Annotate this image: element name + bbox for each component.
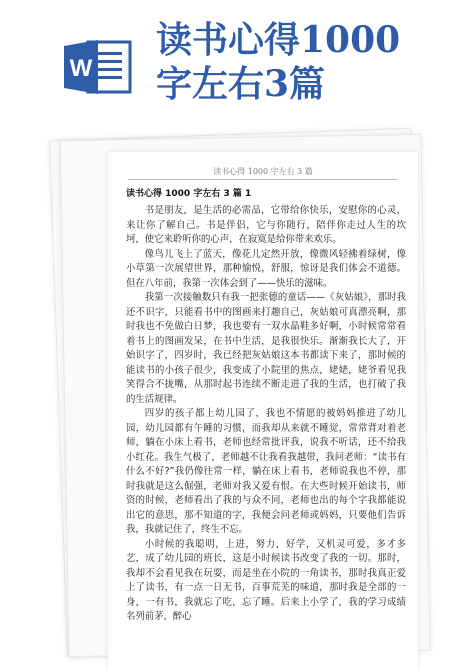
paragraph: 四岁的孩子都上幼儿园了，我也不情愿的被妈妈推进了幼儿园，幼儿园都有午睡的习惯，而我却从来就不睡觉，常常背对着老师，躺在小床上看书，老师也经常批评我，说我不听话，还不给我小红花。我生气极了，老师越不让我看我越带，我问老师：“读书有什么不好?”我仍像往常一样，躺在床上看书，老师说我也不停，那时我就是这么倔强，老师对我又爱有恨。在大些时候开始读书，师资的时候，老师看出了我的与众不同，老师也出的每个字我都能说出它的意思，那不知道的字，我便会问老师或妈妈，只要他们告诉我，我就记住了，终生不忘。 bbox=[126, 408, 406, 535]
word-document-icon bbox=[62, 38, 136, 96]
banner-title-line2: 字左右3篇 bbox=[156, 63, 326, 105]
document-page bbox=[108, 152, 418, 669]
paragraph: 我第一次接触数只有我一把张德的童话——《灰姑娘》，那时我还不识字，只能看书中的图画来打趣自己，灰姑娘可真漂亮啊，那时我也不免做白日梦，我也要有一双水晶鞋多好啊，小时候常常看着书上的图画发呆，在书中生活，是我很快乐。渐渐我长大了，开始识字了，四岁时，我已经把灰姑娘这本书都读下来了，那时候的能读书的小孩子很少，我变成了小院里的焦点，姥姥，姥爷看见我笑得合不拢嘴，从那时起书连续不断走进了我的生活，也打破了我的生活规律。 bbox=[126, 292, 406, 405]
paragraph: 小时候的我聪明，上进，努力，好学，又机灵可爱，多才多艺，成了幼儿园的班长，这是小时候读书改变了我的一切。那时，我却不会看见我在玩耍，而是坐在小院的一角读书，那时我真正爱上了读书，有一点一日无书，百事荒芜的味道，那时我是全部的一身，一有书，我就忘了吃，忘了睡。后来上小学了，我的学习成绩名列前茅，醉心 bbox=[126, 538, 406, 622]
document-body bbox=[126, 204, 406, 625]
paragraph: 像鸟儿飞上了蓝天，像花儿定然开放，像微风轻拂着绿树，像小草第一次展望世界，那种愉悦，舒服，惊讶是我们体会不道德。但在八年前，我第一次体会到了——快乐的滋味。 bbox=[126, 248, 406, 289]
banner-title bbox=[156, 18, 456, 106]
banner-title-line1: 读书心得1000 bbox=[156, 19, 401, 61]
header-divider bbox=[128, 179, 398, 180]
running-header: 读书心得 1000 字左右 3 篇 bbox=[213, 167, 313, 176]
logo-letter: W bbox=[69, 55, 93, 82]
banner bbox=[0, 0, 474, 120]
document-heading: 读书心得 1000 字左右 3 篇 1 bbox=[126, 189, 252, 199]
paragraph: 书是朋友，是生活的必需品，它带给你快乐，安慰你的心灵，来让你了解自己。书是伴侣，它与你随行，陪伴你走过人生的坎坷，使它来聆听你的心声，在寂寞是给你带来欢乐。 bbox=[126, 205, 406, 245]
